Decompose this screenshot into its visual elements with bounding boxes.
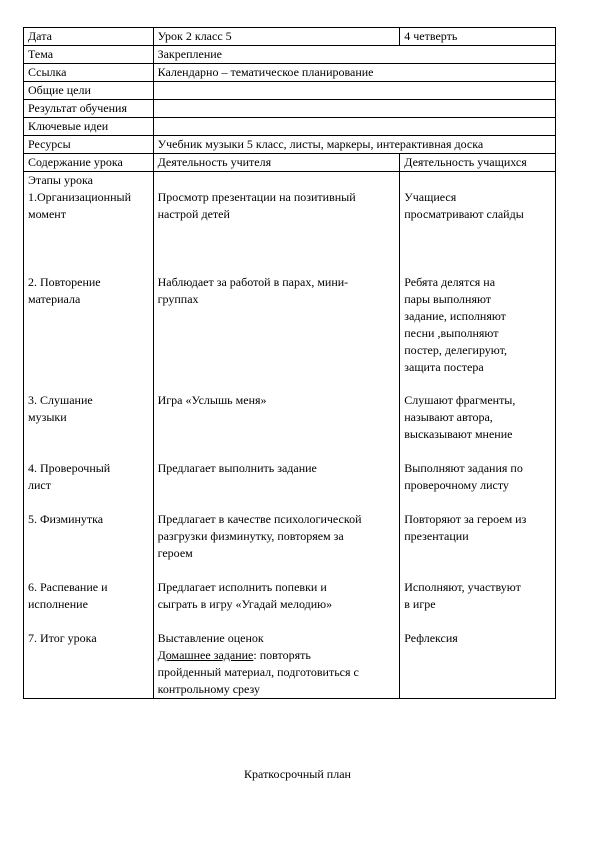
stage-name: 4. Проверочный лист (24, 460, 154, 511)
resources-value: Учебник музыки 5 класс, листы, маркеры, интерактивная доска (153, 136, 555, 154)
table-row (24, 392, 556, 460)
outcome-label: Результат обучения (24, 100, 154, 118)
stage-cell (24, 172, 154, 274)
col-header-teacher: Деятельность учителя (153, 154, 400, 172)
row-date (24, 28, 556, 46)
table-row (24, 511, 556, 579)
key-ideas-value (153, 118, 555, 136)
goals-value (153, 82, 555, 100)
link-value: Календарно – тематическое планирование (153, 64, 555, 82)
stages-label: Этапы урока (28, 173, 93, 187)
page-title: Краткосрочный план (244, 767, 351, 781)
outcome-value (153, 100, 555, 118)
table-row (24, 274, 556, 392)
stage-name: 1.Организационный момент (28, 190, 131, 221)
students-cell (400, 172, 556, 274)
goals-label: Общие цели (24, 82, 154, 100)
teacher-activity: Предлагает в качестве психологической разгрузки физминутку, повторяем за героем (153, 511, 400, 579)
teacher-activity (153, 630, 400, 699)
students-activity: Повторяют за героем из презентации (400, 511, 556, 579)
stage-name: 3. Слушание музыки (24, 392, 154, 460)
students-activity: Слушают фрагменты, называют автора, высказывают мнение (400, 392, 556, 460)
homework-text: : повторять пройденный материал, подготовиться с контрольному срезу (157, 647, 359, 696)
students-activity: Ребята делятся на пары выполняют задание, исполняют песни ,выполняют постер, делегируют, защита постера (400, 274, 556, 392)
lesson-plan-table (23, 27, 556, 699)
teacher-cell (153, 172, 400, 274)
table-row (24, 579, 556, 630)
quarter-cell: 4 четверть (400, 28, 556, 46)
key-ideas-label: Ключевые идеи (24, 118, 154, 136)
stage-name: 7. Итог урока (24, 630, 154, 699)
row-link (24, 64, 556, 82)
col-header-students: Деятельность учащихся (400, 154, 556, 172)
teacher-activity: Предлагает исполнить попевки и сыграть в игру «Угадай мелодию» (153, 579, 400, 630)
link-label: Ссылка (24, 64, 154, 82)
topic-label: Тема (24, 46, 154, 64)
row-resources (24, 136, 556, 154)
table-row (24, 630, 556, 699)
teacher-activity: Наблюдает за работой в парах, мини- группах (153, 274, 400, 392)
row-column-headers (24, 154, 556, 172)
teacher-activity: Предлагает выполнить задание (153, 460, 400, 511)
teacher-line: Выставление оценок (157, 630, 264, 645)
lesson-cell: Урок 2 класс 5 (153, 28, 400, 46)
row-goals (24, 82, 556, 100)
row-topic (24, 46, 556, 64)
students-activity: Учащиеся просматривают слайды (404, 190, 524, 221)
students-activity: Исполняют, участвуют в игре (400, 579, 556, 630)
stage-name: 6. Распевание и исполнение (24, 579, 154, 630)
students-activity: Рефлексия (400, 630, 556, 699)
row-outcome (24, 100, 556, 118)
teacher-activity: Просмотр презентации на позитивный настрой детей (157, 190, 356, 221)
homework-label: Домашнее задание (157, 647, 254, 662)
table-row (24, 172, 556, 274)
resources-label: Ресурсы (24, 136, 154, 154)
col-header-content: Содержание урока (24, 154, 154, 172)
students-activity: Выполняют задания по проверочному листу (400, 460, 556, 511)
stage-name: 2. Повторение материала (24, 274, 154, 392)
table-row (24, 460, 556, 511)
row-key-ideas (24, 118, 556, 136)
stage-name: 5. Физминутка (24, 511, 154, 579)
teacher-activity: Игра «Услышь меня» (153, 392, 400, 460)
date-label: Дата (24, 28, 154, 46)
topic-value: Закрепление (153, 46, 555, 64)
